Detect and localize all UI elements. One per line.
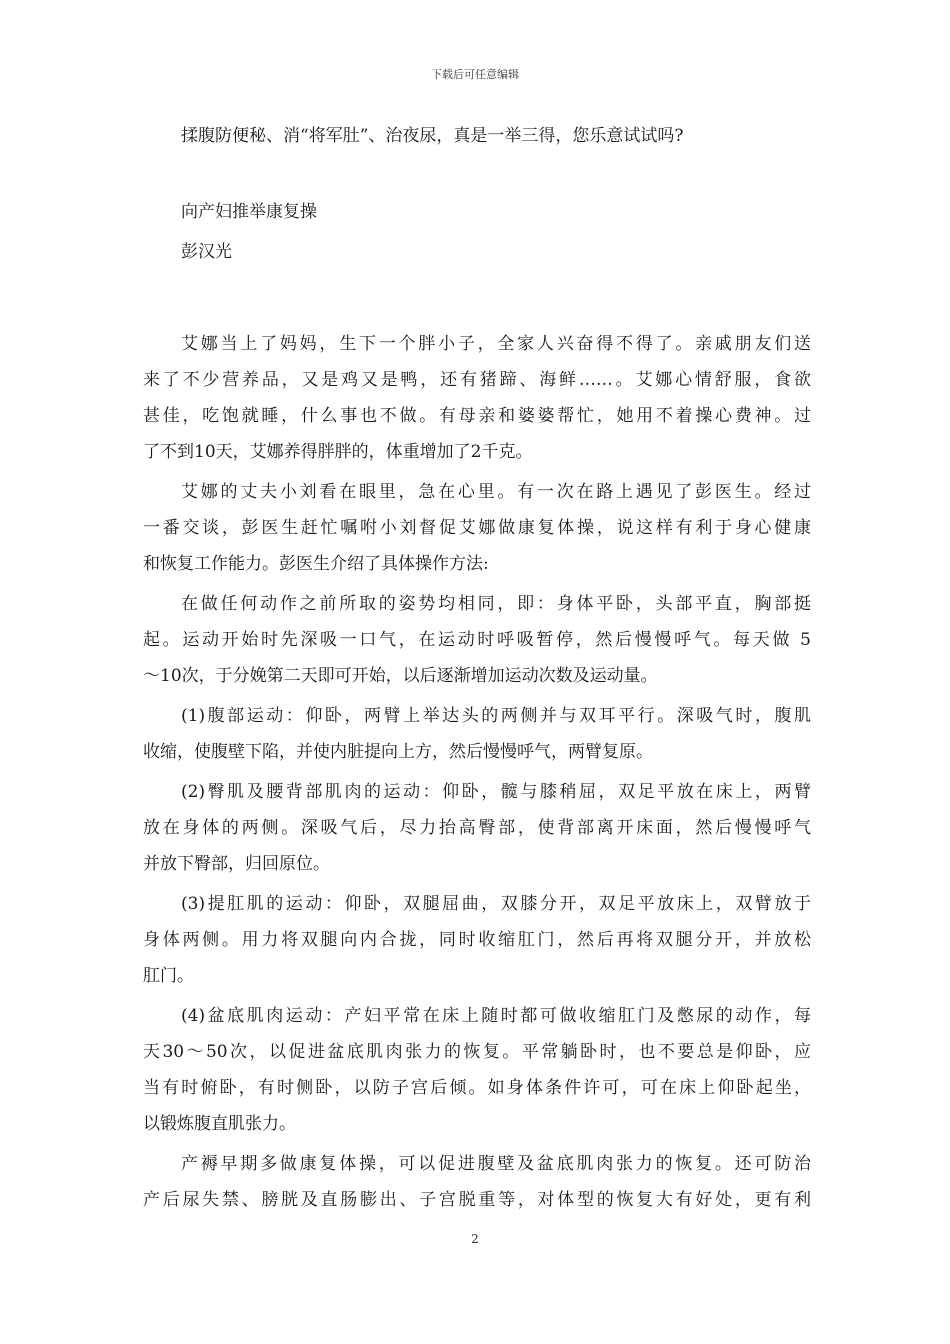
paragraph-line: 以锻炼腹直肌张力。	[143, 1114, 296, 1134]
paragraph-line: 一番交谈，彭医生赶忙嘱咐小刘督促艾娜做康复体操，说这样有利于身心健康	[143, 518, 811, 538]
paragraph-line: (3)提肛肌的运动：仰卧，双腿屈曲，双膝分开，双足平放床上，双臂放于	[181, 894, 811, 914]
paragraph-line: 起。运动开始时先深吸一口气，在运动时呼吸暂停，然后慢慢呼气。每天做 5	[143, 630, 811, 650]
paragraph-line: 当有时俯卧，有时侧卧，以防子宫后倾。如身体条件许可，可在床上仰卧起坐，	[143, 1078, 811, 1098]
article-author: 彭汉光	[181, 242, 232, 262]
paragraph-line: 在做任何动作之前所取的姿势均相同，即：身体平卧，头部平直，胸部挺	[181, 594, 811, 614]
paragraph	[143, 886, 811, 994]
intro-line: 揉腹防便秘、消“将军肚”、治夜尿，真是一举三得，您乐意试试吗?	[181, 126, 684, 146]
paragraph	[143, 698, 811, 770]
paragraph-line: (1)腹部运动：仰卧，两臂上举达头的两侧并与双耳平行。深吸气时，腹肌	[181, 706, 811, 726]
paragraph-line: 收缩，使腹壁下陷，并使内脏提向上方，然后慢慢呼气，两臂复原。	[143, 742, 653, 762]
paragraph-line: 了不到10天，艾娜养得胖胖的，体重增加了2千克。	[143, 442, 533, 462]
article-title: 向产妇推举康复操	[181, 202, 317, 222]
page-number: 2	[471, 1232, 479, 1246]
paragraph	[143, 1146, 811, 1218]
paragraph-line: 天30～50次，以促进盆底肌肉张力的恢复。平常躺卧时，也不要总是仰卧，应	[143, 1042, 811, 1062]
paragraph	[143, 998, 811, 1142]
article-title-block	[181, 192, 811, 272]
paragraph	[143, 474, 811, 582]
paragraph-line: 身体两侧。用力将双腿向内合拢，同时收缩肛门，然后再将双腿分开，并放松	[143, 930, 811, 950]
paragraph-line: 和恢复工作能力。彭医生介绍了具体操作方法:	[143, 554, 489, 574]
paragraph	[143, 586, 811, 694]
paragraph-line: (2)臀肌及腰背部肌肉的运动：仰卧，髋与膝稍屈，双足平放在床上，两臂	[181, 782, 811, 802]
paragraph-line: 放在身体的两侧。深吸气后，尽力抬高臀部，使背部离开床面，然后慢慢呼气	[143, 818, 811, 838]
paragraph-line: ～10次，于分娩第二天即可开始，以后逐渐增加运动次数及运动量。	[143, 666, 658, 686]
paragraph	[143, 326, 811, 470]
paragraph-line: 来了不少营养品，又是鸡又是鸭，还有猪蹄、海鲜……。艾娜心情舒服，食欲	[143, 370, 811, 390]
paragraph	[143, 774, 811, 882]
paragraph-line: 并放下臀部，归回原位。	[143, 854, 330, 874]
page-content	[143, 118, 811, 1222]
paragraph-line: 肛门。	[143, 966, 194, 986]
page-header: 下载后可任意编辑	[431, 68, 519, 81]
paragraph-line: 产后尿失禁、膀胱及直肠膨出、子宫脱重等，对体型的恢复大有好处，更有利	[143, 1190, 811, 1210]
article-body	[143, 326, 811, 1218]
paragraph-line: 甚佳，吃饱就睡，什么事也不做。有母亲和婆婆帮忙，她用不着操心费神。过	[143, 406, 811, 426]
paragraph-line: 产褥早期多做康复体操，可以促进腹壁及盆底肌肉张力的恢复。还可防治	[181, 1154, 811, 1174]
paragraph-line: 艾娜当上了妈妈，生下一个胖小子，全家人兴奋得不得了。亲戚朋友们送	[181, 334, 811, 354]
paragraph-line: 艾娜的丈夫小刘看在眼里，急在心里。有一次在路上遇见了彭医生。经过	[181, 482, 811, 502]
paragraph-line: (4)盆底肌肉运动：产妇平常在床上随时都可做收缩肛门及憋尿的动作，每	[181, 1006, 811, 1026]
